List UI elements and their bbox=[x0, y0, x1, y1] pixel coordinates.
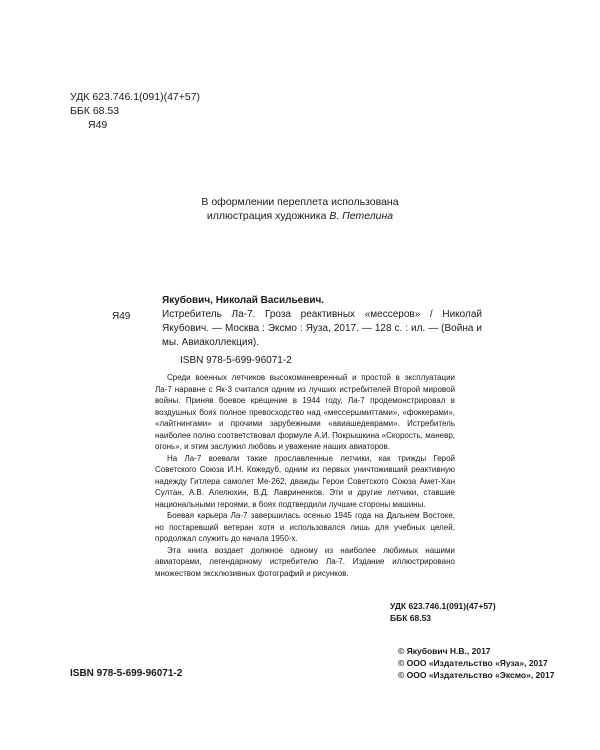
artist-name: В. Петелина bbox=[329, 210, 394, 222]
copyright-line: © ООО «Издательство «Яуза», 2017 bbox=[398, 658, 548, 668]
copyright-block bbox=[398, 645, 554, 681]
biblio-isbn: ISBN 978-5-699-96071-2 bbox=[180, 355, 292, 366]
copyright-line: © Якубович Н.В., 2017 bbox=[398, 646, 491, 656]
copyright-line: © ООО «Издательство «Эксмо», 2017 bbox=[398, 670, 555, 680]
udk-code: УДК 623.746.1(091)(47+57) bbox=[70, 91, 201, 103]
bibliographic-record bbox=[112, 294, 482, 368]
annotation-paragraph: На Ла-7 воевали такие прославленные летчики, как трижды Герой Советского Союза И.Н. Кожедуб, одним из первых уничтоживший реактивную надежду Гитлера самолет Ме-262, дважды Герои Советского Союза Амет-Хан Султан, А.В. Алелюхин, В.Д. Лавриненков. Эти и другие летчики, ставшие национальными героями, в боях подтвердили лучшие стороны машины. bbox=[155, 453, 455, 509]
cover-note-line2 bbox=[150, 209, 450, 223]
bbk-code: ББК 68.53 bbox=[70, 105, 120, 117]
cover-illustration-note bbox=[150, 195, 450, 223]
udk-code-bottom: УДК 623.746.1(091)(47+57) bbox=[390, 601, 496, 611]
annotation-paragraph: Эта книга воздает должное одному из наиболее любимых нашими авиаторами, легендарному истребителю Ла-7. Издание иллюстрировано множеством эксклюзивных фотографий и рисунков. bbox=[155, 545, 455, 578]
annotation-paragraph: Среди военных летчиков высокоманевренный и простой в эксплуатации Ла-7 наравне с Як-3 считался одним из лучших истребителей Второй мировой войны. Приняв боевое крещение в 1944 году, Ла-7 продемонстрировал в воздушных боях полное превосходство над «мессершмиттами», «фоккерами», «лайтнингами» и прочими зарубежными «авиашедеврами». Истребитель наиболее полно соответствовал формуле А.И. Покрышкина «Скорость, маневр, огонь», и этим заслужил любовь и уважение наших авиаторов. bbox=[155, 373, 455, 451]
bbk-code-bottom: ББК 68.53 bbox=[390, 613, 432, 623]
biblio-description: Истребитель Ла-7. Гроза реактивных «мессеров» / Николай Якубович. — Москва : Эксмо : Яуза, 2017. — 128 с. : ил. — (Война и мы. Авиаколлекция). bbox=[162, 309, 482, 348]
annotation-text bbox=[155, 372, 455, 579]
annotation-paragraph: Боевая карьера Ла-7 завершилась осенью 1945 года на Дальнем Востоке, но постаревший ветеран хотя и использовался лишь для учебных целей, продолжал служить до начала 1950-х. bbox=[155, 511, 455, 543]
cover-note-line1: В оформлении переплета использована bbox=[201, 196, 399, 208]
biblio-author: Якубович, Николай Васильевич. bbox=[162, 295, 325, 306]
biblio-code: Я49 bbox=[112, 311, 131, 322]
cover-note-prefix: иллюстрация художника bbox=[206, 210, 330, 222]
bottom-classification-block bbox=[390, 600, 496, 624]
author-sign-code: Я49 bbox=[88, 119, 108, 131]
top-classification-block bbox=[70, 90, 200, 132]
bottom-isbn: ISBN 978-5-699-96071-2 bbox=[70, 668, 183, 679]
